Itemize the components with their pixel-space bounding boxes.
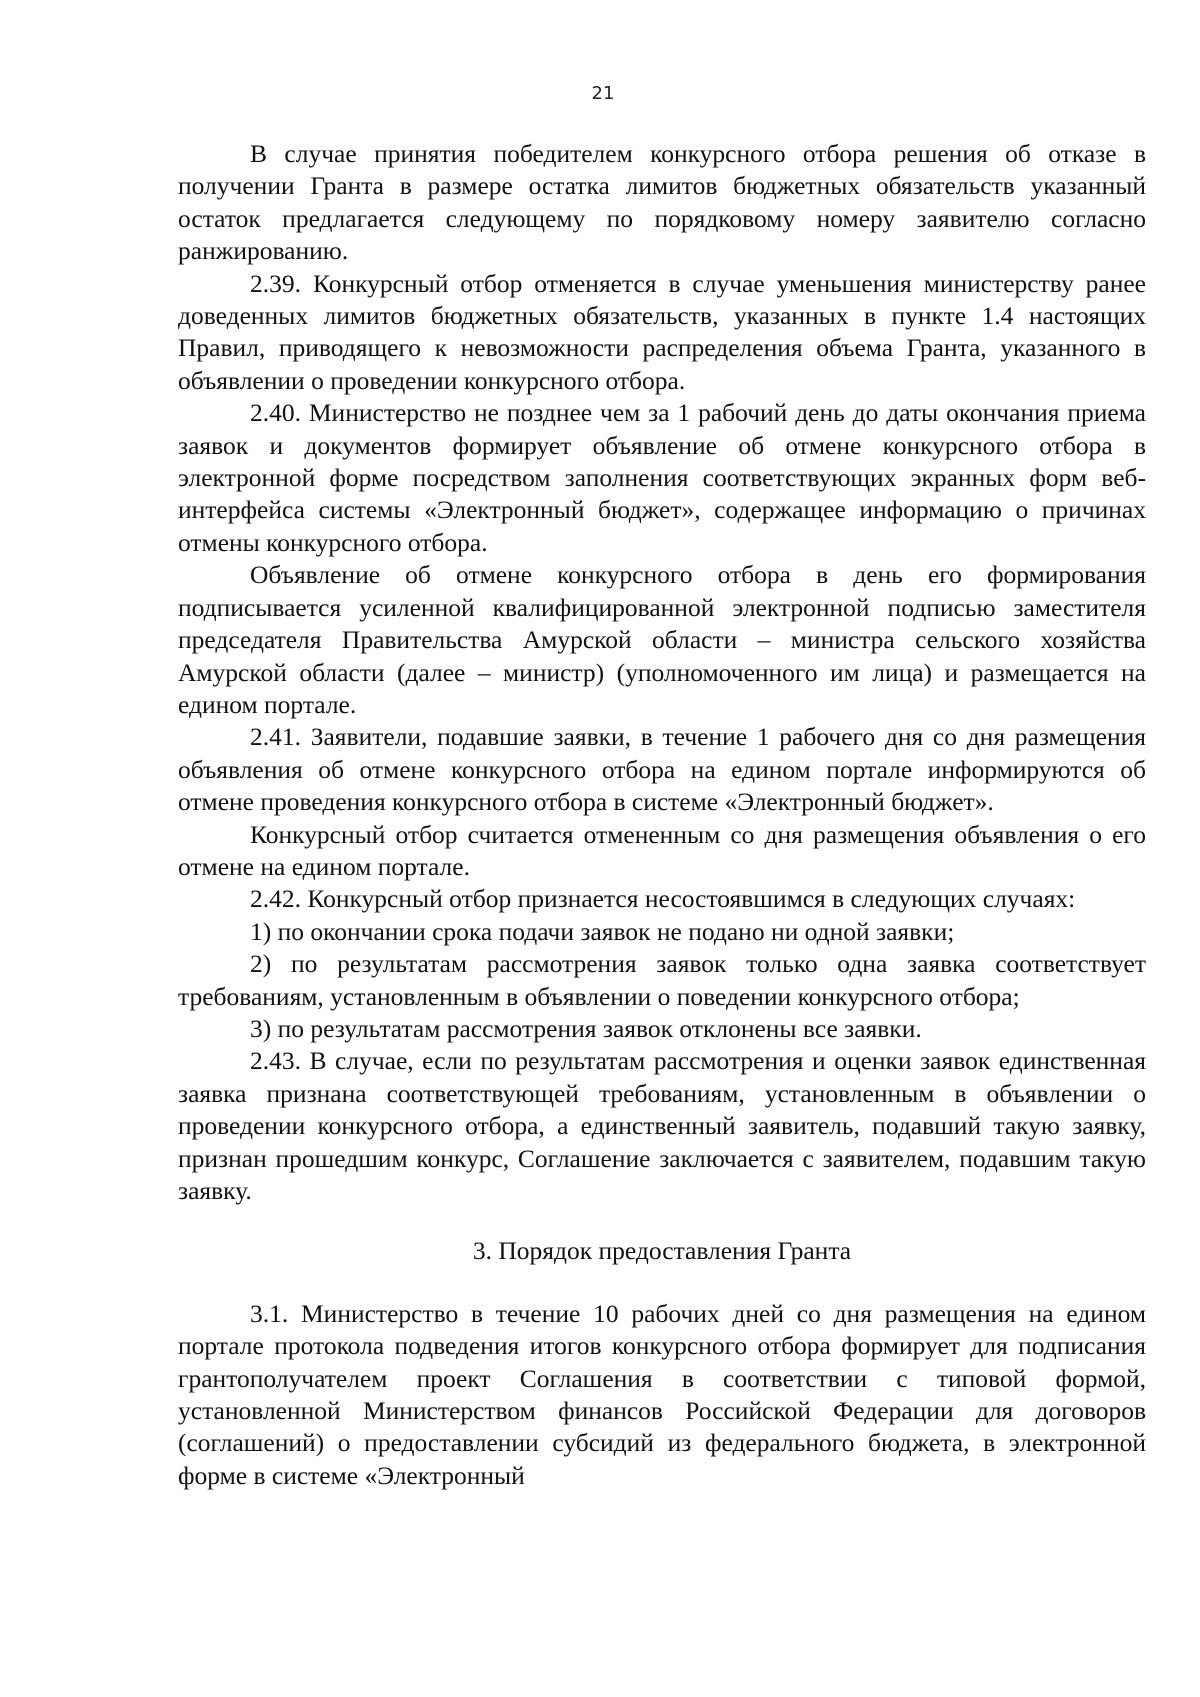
list-item-2-42-1: 1) по окончании срока подачи заявок не подано ни одной заявки; bbox=[250, 916, 955, 946]
paragraph-2-41: 2.41. Заявители, подавшие заявки, в течение 1 рабочего дня со дня размещения объявления об отмене конкурсного отбора на едином портале информируются об отмене проведения конкурсного отбора в системе «Электронный бюджет». bbox=[178, 722, 1146, 817]
paragraph-award-refusal: В случае принятия победителем конкурсного отбора решения об отказе в получении Гранта в размере остатка лимитов бюджетных обязательств указанный остаток предлагается следующему по порядковому номеру заявителю согласно ранжированию. bbox=[178, 139, 1146, 266]
list-item-2-42-2: 2) по результатам рассмотрения заявок только одна заявка соответствует требованиям, установленным в объявлении о поведении конкурсного отбора; bbox=[178, 949, 1146, 1011]
page-number: 21 bbox=[591, 83, 615, 104]
paragraph-2-42: 2.42. Конкурсный отбор признается несостоявшимся в следующих случаях: bbox=[250, 884, 1076, 914]
paragraph-2-40: 2.40. Министерство не позднее чем за 1 рабочий день до даты окончания приема заявок и документов формирует объявление об отмене конкурсного отбора в электронной форме посредством заполнения соответствующих экранных форм веб-интерфейса системы «Электронный бюджет», содержащее информацию о причинах отмены конкурсного отбора. bbox=[178, 398, 1146, 557]
document-body bbox=[178, 138, 1146, 1492]
paragraph-3-1: 3.1. Министерство в течение 10 рабочих дней со дня размещения на едином портале протокола подведения итогов конкурсного отбора формирует для подписания грантополучателем проект Соглашения в соответствии с типовой формой, установленной Министерством финансов Российской Федерации для договоров (соглашений) о предоставлении субсидий из федерального бюджета, в электронной форме в системе «Электронный bbox=[178, 1298, 1146, 1490]
paragraph-2-40-announcement: Объявление об отмене конкурсного отбора в день его формирования подписывается усиленной квалифицированной электронной подписью заместителя председателя Правительства Амурской области – министра сельского хозяйства Амурской области (далее – министр) (уполномоченного им лица) и размещается на едином портале. bbox=[178, 560, 1146, 719]
paragraph-2-43: 2.43. В случае, если по результатам рассмотрения и оценки заявок единственная заявка признана соответствующей требованиям, установленным в объявлении о проведении конкурсного отбора, а единственный заявитель, подавший такую заявку, признан прошедшим конкурс, Соглашение заключается с заявителем, подавшим такую заявку. bbox=[178, 1046, 1146, 1205]
list-item-2-42-3: 3) по результатам рассмотрения заявок отклонены все заявки. bbox=[250, 1013, 922, 1043]
paragraph-2-39: 2.39. Конкурсный отбор отменяется в случае уменьшения министерству ранее доведенных лимитов бюджетных обязательств, указанных в пункте 1.4 настоящих Правил, приводящего к невозможности распределения объема Гранта, указанного в объявлении о проведении конкурсного отбора. bbox=[178, 268, 1146, 395]
section-heading: 3. Порядок предоставления Гранта bbox=[472, 1236, 852, 1266]
paragraph-2-41-cancelled: Конкурсный отбор считается отмененным со дня размещения объявления о его отмене на едином портале. bbox=[178, 819, 1146, 881]
